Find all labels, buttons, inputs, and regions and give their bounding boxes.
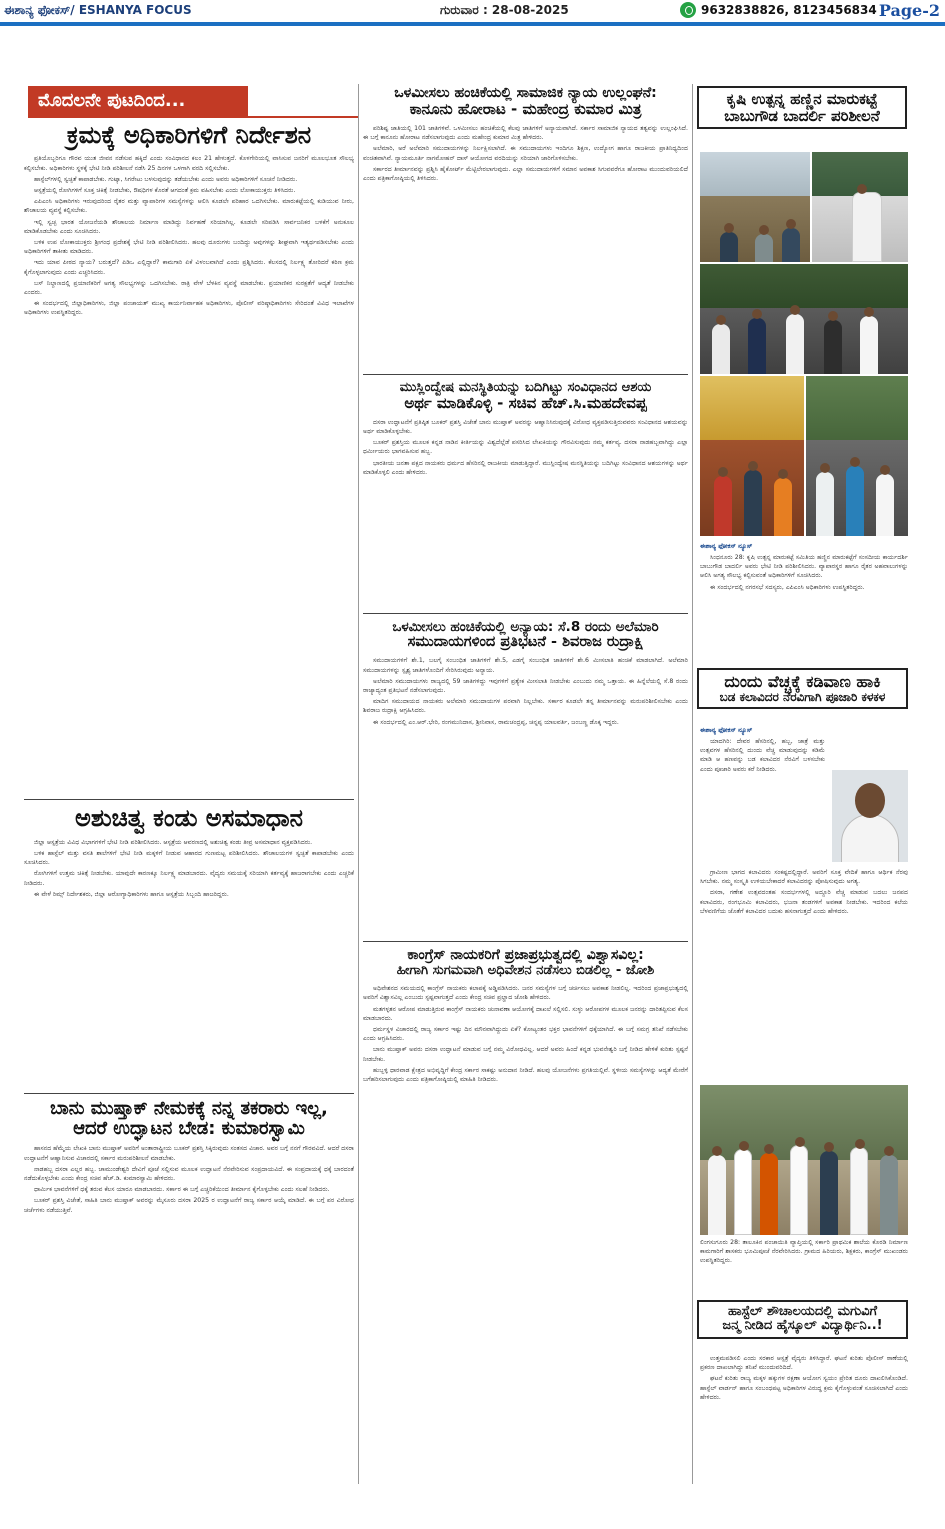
person-figure [846,466,864,536]
paragraph: ಸರ್ಕಾರದ ತೀರ್ಮಾನವನ್ನು ಪ್ರಶ್ನಿಸಿ ಹೈಕೋರ್ಟ್ ಮೆಟ್ಟಿಲೇರಲಾಗುವುದು. ಎಲ್ಲಾ ಸಮುದಾಯಗಳಿಗೆ ಸಮಾನ ಅವಕಾಶ ಸಿಗುವವರೆಗೂ ಹೋರಾಟ ಮುಂದುವರಿಯಲಿದೆ ಎಂದು ಪತ್ರಿಕಾಗೋಷ್ಠಿಯಲ್ಲಿ ತಿಳಿಸಿದರು. [363,165,688,182]
paragraph: ಬೂಕರ್ ಪ್ರಶಸ್ತಿ ವಿಜೇತೆ, ಸಾಹಿತಿ ಬಾನು ಮುಷ್ತಾಕ್ ಅವರನ್ನು ಮೈಸೂರು ದಸರಾ 2025 ರ ಉದ್ಘಾಟನೆಗೆ ರಾಜ್ಯ ಸರ್ಕಾರ ಆಯ್ಕೆ ಮಾಡಿದೆ. ಈ ಬಗ್ಗೆ ಪರ ವಿರೋಧ ಚರ್ಚೆಗಳು ನಡೆಯುತ್ತಿವೆ. [24,1197,354,1214]
contact-phone [680,2,877,18]
article-headline-mahadevappa [363,381,688,412]
news-credit: ಈಶಾನ್ಯ ಫೋಕಸ್ ನ್ಯೂಸ್ [700,542,753,550]
headline-line: ಹಾಸ್ಟೆಲ್ ಶೌಚಾಲಯದಲ್ಲಿ ಮಗುವಿಗೆ [727,1304,878,1319]
article-body-nomadic-protest [363,656,688,936]
paragraph: ಅಲೆಮಾರಿ, ಅರೆ ಅಲೆಮಾರಿ ಸಮುದಾಯಗಳನ್ನು ನಿರ್ಲಕ್ಷಿಸಲಾಗಿದೆ. ಈ ಸಮುದಾಯಗಳು ಇಂದಿಗೂ ಶಿಕ್ಷಣ, ಉದ್ಯೋಗ ಹಾಗೂ ರಾಜಕೀಯ ಪ್ರಾತಿನಿಧ್ಯದಿಂದ ವಂಚಿತವಾಗಿವೆ. ನ್ಯಾಯಮೂರ್ತಿ ನಾಗಮೋಹನ್ ದಾಸ್ ಆಯೋಗದ ವರದಿಯನ್ನು ಸರಿಯಾಗಿ ಜಾರಿಗೊಳಿಸಬೇಕು. [363,145,688,162]
article-separator [24,1093,354,1094]
article-headline-artists [697,668,908,709]
person-figure [712,324,730,374]
article-body-market [700,553,908,665]
paragraph: ಬಳಿಕ ಉಪ ಲೋಕಾಯುಕ್ತರು ಶ್ರೀಗಂಧ ಪ್ರದೇಶಕ್ಕೆ ಭೇಟಿ ನೀಡಿ ಪರಿಶೀಲಿಸಿದರು. ಹಲವು ದೂರುಗಳು ಬಂದಿದ್ದು ಅವುಗಳನ್ನು ಶೀಘ್ರವಾಗಿ ಇತ್ಯರ್ಥಪಡಿಸಬೇಕು ಎಂದು ಅಧಿಕಾರಿಗಳಿಗೆ ತಾಕೀತು ಮಾಡಿದರು. [24,239,354,256]
person-figure [720,232,738,262]
photo-sky [806,376,908,440]
person-figure [820,1151,838,1235]
person-figure [790,1145,808,1235]
paragraph: ಎಪಿಎಂಸಿ ಅಧಿಕಾರಿಗಳು ಇರುವುದರಿಂದ ರೈತರ ಮತ್ತು ವ್ಯಾಪಾರಿಗಳ ಸಮಸ್ಯೆಗಳನ್ನು ಆಲಿಸಿ ಕೂಡಲೇ ಪರಿಹಾರ ಒದಗಿಸಬೇಕು. ಮಾರುಕಟ್ಟೆಯಲ್ಲಿ ಕುಡಿಯುವ ನೀರು, ಶೌಚಾಲಯ ವ್ಯವಸ್ಥೆ ಕಲ್ಪಿಸಬೇಕು. [24,198,354,215]
headline-line: ಕೃಷಿ ಉತ್ಪನ್ನ ಹಣ್ಣಿನ ಮಾರುಕಟ್ಟೆ [726,90,878,108]
page-number: Page-2 [878,1,940,20]
article-body-mahadevappa [363,418,688,608]
person-figure [876,474,894,536]
headline-line: ಬಾನು ಮುಷ್ತಾಕ್ ನೇಮಕಕ್ಕೆ ನನ್ನ ತಕರಾರು ಇಲ್ಲ, [50,1097,328,1119]
artists-article-text [700,724,825,857]
headline-line: ಕಾಂಗ್ರೆಸ್ ನಾಯಕರಿಗೆ ಪ್ರಜಾಪ್ರಭುತ್ವದಲ್ಲಿ ವಿಶ್ವಾಸವಿಲ್ಲ: [407,947,644,964]
article-headline-nomadic-protest [363,620,688,651]
person-figure [714,476,732,536]
whatsapp-icon [680,2,696,18]
paragraph: ಇದು ಯಾವ ಪೀಠದ ನ್ಯಾಯ? ಬರುತ್ತದೆ? ಪಿಡಿಒ ಎಲ್ಲಿದ್ದಾರೆ? ಕಾಮಗಾರಿ ಏಕೆ ವಿಳಂಬವಾಗಿದೆ ಎಂದು ಪ್ರಶ್ನಿಸಿದರು. ಕೆಲಸದಲ್ಲಿ ನಿರ್ಲಕ್ಷ್ಯ ತೋರಿದರೆ ಕಠಿಣ ಕ್ರಮ ಕೈಗೊಳ್ಳಲಾಗುವುದು ಎಂದು ಎಚ್ಚರಿಸಿದರು. [24,259,354,276]
photo-sky [700,376,804,440]
paragraph: ದಸರಾ ಉದ್ಘಾಟನೆಗೆ ಪ್ರತಿಷ್ಠಿತ ಬೂಕರ್ ಪ್ರಶಸ್ತಿ ವಿಜೇತೆ ಬಾನು ಮುಷ್ತಾಕ್ ಅವರನ್ನು ಆಹ್ವಾನಿಸಿರುವುದಕ್ಕೆ ವಿರೋಧ ವ್ಯಕ್ತಪಡಿಸುತ್ತಿರುವವರು ಸಂವಿಧಾನದ ಆಶಯವನ್ನು ಅರ್ಥ ಮಾಡಿಕೊಳ್ಳಬೇಕು. [363,418,688,435]
paragraph: ಮತಗಳ್ಳತನ ಆರೋಪ ಮಾಡುತ್ತಿರುವ ಕಾಂಗ್ರೆಸ್ ನಾಯಕರು ಚುನಾವಣಾ ಆಯೋಗಕ್ಕೆ ದಾಖಲೆ ಸಲ್ಲಿಸಲಿ. ಸುಳ್ಳು ಆರೋಪಗಳ ಮೂಲಕ ಜನರನ್ನು ದಾರಿತಪ್ಪಿಸುವ ಕೆಲಸ ಮಾಡಬಾರದು. [363,1005,688,1022]
article-body-reservation-legal [363,124,688,369]
article-headline-unhygienic: ಅಶುಚಿತ್ವ ಕಂಡು ಅಸಮಾಧಾನ [75,803,303,833]
headline-line: ಕಾನೂನು ಹೋರಾಟ - ಮಹೇಂದ್ರ ಕುಮಾರ ಮಿತ್ರ [409,100,642,119]
paragraph: ಬಾನು ಮುಷ್ತಾಕ್ ಅವರು ದಸರಾ ಉದ್ಘಾಟನೆ ಮಾಡುವ ಬಗ್ಗೆ ನಮ್ಮ ವಿರೋಧವಿಲ್ಲ. ಆದರೆ ಅವರು ಹಿಂದೆ ಕನ್ನಡ ಭುವನೇಶ್ವರಿ ಬಗ್ಗೆ ನೀಡಿದ ಹೇಳಿಕೆ ಕುರಿತು ಸ್ಪಷ್ಟನೆ ನೀಡಬೇಕು. [363,1046,688,1063]
column-divider [692,84,693,1484]
headline-line: ಒಳಮೀಸಲು ಹಂಚಿಕೆಯಲ್ಲಿ ಅನ್ಯಾಯ: ಸೆ.8 ರಂದು ಅಲೆಮಾರಿ [392,618,659,635]
article-headline-reservation-legal [363,86,688,118]
headline-box [697,1300,908,1339]
article-separator [363,941,688,942]
headline-line: ಬಡ ಕಲಾವಿದರ ನೆರವಿಗಾಗಿ ಪೂಜಾರಿ ಕಳಕಳ [719,689,886,704]
paragraph: ಹಾಸನದ ಹೆಮ್ಮೆಯ ಲೇಖಕಿ ಬಾನು ಮುಷ್ತಾಕ್ ಅವರಿಗೆ ಅಂತಾರಾಷ್ಟ್ರೀಯ ಬೂಕರ್ ಪ್ರಶಸ್ತಿ ಸಿಕ್ಕಿರುವುದು ಸಂತಸದ ವಿಚಾರ. ಅವರ ಬಗ್ಗೆ ನನಗೆ ಗೌರವವಿದೆ. ಆದರೆ ದಸರಾ ಉದ್ಘಾಟನೆಗೆ ಆಹ್ವಾನಿಸುವ ವಿಚಾರದಲ್ಲಿ ಸರ್ಕಾರ ಮರುಪರಿಶೀಲನೆ ಮಾಡಬೇಕು. [24,1145,354,1162]
headline-line: ದುಂದು ವೆಚ್ಚಕ್ಕೆ ಕಡಿವಾಣ ಹಾಕಿ [724,672,881,691]
paragraph: ಹುಬ್ಬಳ್ಳಿ ಧಾರವಾಡ ಕ್ಷೇತ್ರದ ಅಭಿವೃದ್ಧಿಗೆ ಕೇಂದ್ರ ಸರ್ಕಾರ ಸಾಕಷ್ಟು ಅನುದಾನ ನೀಡಿದೆ. ಹಲವು ಯೋಜನೆಗಳು ಪ್ರಗತಿಯಲ್ಲಿವೆ. ಸ್ಥಳೀಯ ಸಮಸ್ಯೆಗಳನ್ನು ಆದ್ಯತೆ ಮೇರೆಗೆ ಬಗೆಹರಿಸಲಾಗುವುದು ಎಂದು ಪತ್ರಿಕಾಗೋಷ್ಠಿಯಲ್ಲಿ ಮಾಹಿತಿ ನೀಡಿದರು. [363,1066,688,1083]
paragraph: ಬಸ್ ನಿಲ್ದಾಣದಲ್ಲಿ ಪ್ರಯಾಣಿಕರಿಗೆ ಅಗತ್ಯ ಸೌಲಭ್ಯಗಳನ್ನು ಒದಗಿಸಬೇಕು. ರಾತ್ರಿ ವೇಳೆ ಬೆಳಕಿನ ವ್ಯವಸ್ಥೆ ಮಾಡಬೇಕು. ಪ್ರಯಾಣಿಕರ ಸುರಕ್ಷತೆಗೆ ಆದ್ಯತೆ ನೀಡಬೇಕು ಎಂದರು. [24,279,354,297]
paragraph: ಅಧಿವೇಶನದ ಸಮಯದಲ್ಲಿ ಕಾಂಗ್ರೆಸ್ ನಾಯಕರು ಕಲಾಪಕ್ಕೆ ಅಡ್ಡಿಪಡಿಸಿದರು. ಜನರ ಸಮಸ್ಯೆಗಳ ಬಗ್ಗೆ ಚರ್ಚಿಸಲು ಅವಕಾಶ ನೀಡಲಿಲ್ಲ. ಇದರಿಂದ ಪ್ರಜಾಪ್ರಭುತ್ವದಲ್ಲಿ ಅವರಿಗೆ ವಿಶ್ವಾಸವಿಲ್ಲ ಎಂಬುದು ಸ್ಪಷ್ಟವಾಗುತ್ತದೆ ಎಂದು ಕೇಂದ್ರ ಸಚಿವ ಪ್ರಲ್ಹಾದ ಜೋಶಿ ಹೇಳಿದರು. [363,985,688,1002]
bhoomi-pooja-photo [700,1085,908,1235]
paragraph: ಧಾರ್ಮಿಕ ಭಾವನೆಗಳಿಗೆ ಧಕ್ಕೆ ತರುವ ಕೆಲಸ ಯಾರೂ ಮಾಡಬಾರದು. ಸರ್ಕಾರ ಈ ಬಗ್ಗೆ ಎಚ್ಚರಿಕೆಯಿಂದ ತೀರ್ಮಾನ ಕೈಗೊಳ್ಳಬೇಕು ಎಂದು ಸಲಹೆ ನೀಡಿದರು. [34,1186,330,1194]
headline-line: ಅರ್ಥ ಮಾಡಿಕೊಳ್ಳಿ - ಸಚಿವ ಹೆಚ್.ಸಿ.ಮಹದೇವಪ್ಪ [404,394,647,413]
column-divider [358,84,359,1484]
article-headline-officials: ಕ್ರಮಕ್ಕೆ ಅಧಿಕಾರಿಗಳಿಗೆ ನಿರ್ದೇಶನ [66,120,312,149]
photo-sky [700,264,908,308]
person-figure [755,234,773,262]
article-separator [24,799,354,800]
article-body-unhygienic [24,838,354,1088]
article-headline-market [697,86,907,129]
paragraph: ಉತ್ತಮಪಡಿಸಲಿ ಎಂದು ಸರಕಾರ ಆಸ್ಪತ್ರೆ ವೈದ್ಯರು ತಿಳಿಸಿದ್ದಾರೆ. ಘಟನೆ ಕುರಿತು ಪೊಲೀಸ್ ಠಾಣೆಯಲ್ಲಿ ಪ್ರಕರಣ ದಾಖಲಾಗಿದ್ದು ತನಿಖೆ ಮುಂದುವರಿದಿದೆ. [700,1355,908,1372]
paragraph: ಘಟನೆ ಕುರಿತು ರಾಜ್ಯ ಮಕ್ಕಳ ಹಕ್ಕುಗಳ ರಕ್ಷಣಾ ಆಯೋಗ ಸ್ವಯಂ ಪ್ರೇರಿತ ದೂರು ದಾಖಲಿಸಿಕೊಂಡಿದೆ. ಹಾಸ್ಟೆಲ್ ವಾರ್ಡನ್ ಹಾಗೂ ಸಂಬಂಧಪಟ್ಟ ಅಧಿಕಾರಿಗಳ ವಿರುದ್ಧ ಕ್ರಮ ಕೈಗೊಳ್ಳುವಂತೆ ಸೂಚಿಸಲಾಗಿದೆ ಎಂದು ಹೇಳಿದರು. [700,1375,908,1401]
person-figure [786,314,804,374]
person-figure [774,478,792,536]
article-body-officials [24,154,354,794]
headline-line: ಆದರೆ ಉದ್ಘಾಟನ ಬೇಡ: ಕುಮಾರಸ್ವಾಮಿ [73,1117,305,1139]
person-figure [708,1155,726,1235]
paragraph: ಭಾರತೀಯ ಜನತಾ ಪಕ್ಷದ ನಾಯಕರು ಧರ್ಮದ ಹೆಸರಿನಲ್ಲಿ ರಾಜಕೀಯ ಮಾಡುತ್ತಿದ್ದಾರೆ. ಮುಸ್ಲಿಂದ್ವೇಷ ಮನಸ್ಥಿತಿಯನ್ನು ಬದಿಗಿಟ್ಟು ಸಂವಿಧಾನದ ಆಶಯಗಳನ್ನು ಅರ್ಥ ಮಾಡಿಕೊಳ್ಳಲಿ ಎಂದು ಹೇಳಿದರು. [363,459,688,476]
pujari-portrait-photo [832,770,908,862]
article-body-kumaraswamy [24,1144,354,1434]
paragraph: ಅಲೆಮಾರಿ ಸಮುದಾಯಗಳು ರಾಜ್ಯದಲ್ಲಿ 59 ಜಾತಿಗಳಿದ್ದು ಇವುಗಳಿಗೆ ಪ್ರತ್ಯೇಕ ಮೀಸಲಾತಿ ನೀಡಬೇಕು ಎಂಬುದು ನಮ್ಮ ಒತ್ತಾಯ. ಈ ಹಿನ್ನೆಲೆಯಲ್ಲಿ ಸೆ.8 ರಂದು ರಾಜ್ಯಾದ್ಯಂತ ಪ್ರತಿಭಟನೆ ನಡೆಸಲಾಗುವುದು. [363,677,688,695]
paragraph: ಈ ಸಂದರ್ಭದಲ್ಲಿ ನಗರಸಭೆ ಸದಸ್ಯರು, ಎಪಿಎಂಸಿ ಅಧಿಕಾರಿಗಳು ಉಪಸ್ಥಿತರಿದ್ದರು. [710,583,865,591]
continued-section-banner: ಮೊದಲನೇ ಪುಟದಿಂದ... [28,86,248,116]
market-photo-4 [700,376,804,536]
article-body-artists-intro [700,737,825,857]
right-column [697,86,907,133]
headline-line: ಒಳಮೀಸಲು ಹಂಚಿಕೆಯಲ್ಲಿ ಸಾಮಾಜಿಕ ನ್ಯಾಯ ಉಲ್ಲಂಘನೆ: [394,85,657,101]
paragraph: ಬೂಕರ್ ಪ್ರಶಸ್ತಿಯ ಮೂಲಕ ಕನ್ನಡ ನಾಡಿನ ಕೀರ್ತಿಯನ್ನು ವಿಶ್ವದೆಲ್ಲೆಡೆ ಪಸರಿಸಿದ ಲೇಖಕಿಯನ್ನು ಗೌರವಿಸುವುದು ನಮ್ಮ ಕರ್ತವ್ಯ. ದಸರಾ ನಾಡಹಬ್ಬವಾಗಿದ್ದು ಎಲ್ಲಾ ಧರ್ಮೀಯರು ಭಾಗವಹಿಸುವ ಹಬ್ಬ. [363,439,688,456]
article-body-artists [700,868,908,1078]
person-figure [760,1153,778,1235]
market-article-text [700,540,908,665]
article-separator [363,374,688,375]
paragraph: ಈ ವೇಳೆ ರಿಮ್ಸ್ ನಿರ್ದೇಶಕರು, ಜಿಲ್ಲಾ ಆರೋಗ್ಯಾಧಿಕಾರಿಗಳು ಹಾಗೂ ಆಸ್ಪತ್ರೆಯ ಸಿಬ್ಬಂದಿ ಹಾಜರಿದ್ದರು. [34,890,229,898]
person-figure [860,316,878,374]
paragraph: ಸಮುದಾಯಗಳಿಗೆ ಶೇ.1, ಬಲಗೈ ಸಂಬಂಧಿತ ಜಾತಿಗಳಿಗೆ ಶೇ.5, ಎಡಗೈ ಸಂಬಂಧಿತ ಜಾತಿಗಳಿಗೆ ಶೇ.6 ಮೀಸಲಾತಿ ಹಂಚಿಕೆ ಮಾಡಲಾಗಿದೆ. ಅಲೆಮಾರಿ ಸಮುದಾಯಗಳನ್ನು ಸ್ಪೃಶ್ಯ ಜಾತಿಗಳೊಂದಿಗೆ ಸೇರಿಸಿರುವುದು ಅನ್ಯಾಯ. [363,657,688,674]
portrait-shirt [841,814,899,862]
market-photo-5 [806,376,908,536]
middle-column [363,86,688,1414]
news-credit: ಈಶಾನ್ಯ ಫೋಕಸ್ ನ್ಯೂಸ್ [700,726,753,734]
paragraph: ರೋಗಿಗಳಿಗೆ ಉತ್ತಮ ಚಿಕಿತ್ಸೆ ನೀಡಬೇಕು. ಯಾವುದೇ ಕಾರಣಕ್ಕೂ ನಿರ್ಲಕ್ಷ್ಯ ಮಾಡಬಾರದು. ವೈದ್ಯರು ಸಮಯಕ್ಕೆ ಸರಿಯಾಗಿ ಕರ್ತವ್ಯಕ್ಕೆ ಹಾಜರಾಗಬೇಕು ಎಂದು ಎಚ್ಚರಿಕೆ ನೀಡಿದರು. [24,870,354,887]
headline-box [697,668,908,709]
photo-sky [700,152,810,196]
person-figure [824,320,842,374]
left-column [24,122,354,1434]
bhoomi-pooja-caption: ಲಿಂಗಸುಗೂರು 28: ತಾಲೂಕಿನ ಪಂಚಾಯಿತಿ ವ್ಯಾಪ್ತಿಯಲ್ಲಿ ಸರ್ಕಾರಿ ಪ್ರಾಥಮಿಕ ಶಾಲೆಯ ಕೊಠಡಿ ನಿರ್ಮಾಣ ಕಾಮಗಾರಿಗೆ ಶಾಸಕರು ಭೂಮಿಪೂಜೆ ನೆರವೇರಿಸಿದರು. ಗ್ರಾಮದ ಹಿರಿಯರು, ಶಿಕ್ಷಕರು, ಕಾಂಗ್ರೆಸ್ ಮುಖಂಡರು ಉಪಸ್ಥಿತರಿದ್ದರು. [700,1239,908,1264]
paragraph: ಪರಿಶಿಷ್ಟ ಜಾತಿಯಲ್ಲಿ 101 ಜಾತಿಗಳಿವೆ. ಒಳಮೀಸಲು ಹಂಚಿಕೆಯಲ್ಲಿ ಕೆಲವು ಜಾತಿಗಳಿಗೆ ಅನ್ಯಾಯವಾಗಿದೆ. ಸರ್ಕಾರ ಸಾಮಾಜಿಕ ನ್ಯಾಯದ ತತ್ವವನ್ನು ಉಲ್ಲಂಘಿಸಿದೆ. ಈ ಬಗ್ಗೆ ಕಾನೂನು ಹೋರಾಟ ನಡೆಸಲಾಗುವುದು ಎಂದು ಮಹೇಂದ್ರ ಕುಮಾರ ಮಿತ್ರ ಹೇಳಿದರು. [363,124,688,142]
section-underline [28,116,358,118]
paragraph: ಈ ಸಂದರ್ಭದಲ್ಲಿ ಎಂ.ಆರ್.ಭೇರಿ, ರಂಗಮುನಿದಾಸ, ಶ್ರೀನಿವಾಸ, ರಾಮಚಂದ್ರಪ್ಪ, ಚನ್ನಪ್ಪ ಯಾಲವರ್ತಿ, ಜಂಬಣ್ಣ ಡೊಕ್ಕ ಇದ್ದರು. [373,718,619,726]
paragraph: ಹಾಸ್ಟೆಲ್‌ಗಳಲ್ಲಿ ಸ್ವಚ್ಛತೆ ಕಾಪಾಡಬೇಕು. ಗುಟ್ಕಾ, ಸಿಗರೇಟು ಬಳಸುವುದನ್ನು ತಡೆಯಬೇಕು ಎಂದು ಅವರು ಅಧಿಕಾರಿಗಳಿಗೆ ಸೂಚನೆ ನೀಡಿದರು. [34,175,298,183]
market-photo-2 [812,152,908,262]
paragraph: ಇಲ್ಲಿ ಸ್ವಚ್ಛ ಭಾರತ ಯೋಜನೆಯಡಿ ಶೌಚಾಲಯ ನಿರ್ಮಾಣ ಮಾಡಿದ್ದು ನಿರ್ವಹಣೆ ಸರಿಯಾಗಿಲ್ಲ. ಕೂಡಲೇ ಸರಿಪಡಿಸಿ ಸಾರ್ವಜನಿಕರ ಬಳಕೆಗೆ ಅನುಕೂಲ ಮಾಡಿಕೊಡಬೇಕು ಎಂದು ಸೂಚಿಸಿದರು. [24,218,354,235]
paragraph: ಧರ್ಮಸ್ಥಳ ವಿಚಾರದಲ್ಲಿ ರಾಜ್ಯ ಸರ್ಕಾರ ಇಷ್ಟು ದಿನ ಮೌನವಾಗಿದ್ದುದು ಏಕೆ? ಕೋಟ್ಯಂತರ ಭಕ್ತರ ಭಾವನೆಗಳಿಗೆ ಧಕ್ಕೆಯಾಗಿದೆ. ಈ ಬಗ್ಗೆ ಸಮಗ್ರ ತನಿಖೆ ನಡೆಸಬೇಕು ಎಂದು ಆಗ್ರಹಿಸಿದರು. [363,1025,688,1043]
paragraph: ಪ್ರತಿಯೊಬ್ಬರಿಗೂ ಗೌರವ ಯುತ ಜೀವನ ನಡೆಸುವ ಹಕ್ಕಿದೆ ಎಂದು ಸಂವಿಧಾನದ ಕಲಂ 21 ಹೇಳುತ್ತದೆ. ಕೊಳಗೇರಿಯಲ್ಲಿ ವಾಸಿಸುವ ಜನರಿಗೆ ಮೂಲಭೂತ ಸೌಲಭ್ಯ ಕಲ್ಪಿಸಬೇಕು. ಅಧಿಕಾರಿಗಳು ಸ್ಥಳಕ್ಕೆ ಭೇಟಿ ನೀಡಿ ಪರಿಶೀಲನೆ ನಡೆಸಿ 25 ದಿನಗಳ ಒಳಗಾಗಿ ವರದಿ ಸಲ್ಲಿಸಬೇಕು. [24,155,354,172]
article-separator [363,613,688,614]
paragraph: ದಸರಾ, ಗಣೇಶ ಉತ್ಸವದಂತಹ ಸಂದರ್ಭಗಳಲ್ಲಿ ಅದ್ದೂರಿ ವೆಚ್ಚ ಮಾಡುವ ಬದಲು ಜನಪದ ಕಲಾವಿದರು, ರಂಗಭೂಮಿ ಕಲಾವಿದರು, ಭಜನಾ ತಂಡಗಳಿಗೆ ಅವಕಾಶ ನೀಡಬೇಕು. ಇದರಿಂದ ಕಲೆಯ ಬೆಳವಣಿಗೆಯ ಜೊತೆಗೆ ಕಲಾವಿದರ ಬದುಕು ಹಸನಾಗುತ್ತದೆ ಎಂದು ಹೇಳಿದರು. [700,889,908,915]
issue-date: ಗುರುವಾರ : 28-08-2025 [440,3,569,17]
headline-line: ಜನ್ಮ ನೀಡಿದ ಹೈಸ್ಕೂಲ್ ವಿದ್ಯಾರ್ಥಿನಿ..! [722,1318,883,1334]
paragraph: ಗ್ರಾಮೀಣ ಭಾಗದ ಕಲಾವಿದರು ಸಂಕಷ್ಟದಲ್ಲಿದ್ದಾರೆ. ಅವರಿಗೆ ಸೂಕ್ತ ವೇದಿಕೆ ಹಾಗೂ ಆರ್ಥಿಕ ನೆರವು ಸಿಗಬೇಕು. ನಮ್ಮ ಸಂಸ್ಕೃತಿ ಉಳಿಯಬೇಕಾದರೆ ಕಲಾವಿದರನ್ನು ಪೋಷಿಸುವುದು ಅಗತ್ಯ. [700,869,908,886]
paragraph: ಯಾದಗಿರಿ: ದೇವರ ಹೆಸರಿನಲ್ಲಿ, ಹಬ್ಬ, ಜಾತ್ರೆ ಮತ್ತು ಉತ್ಸವಗಳ ಹೆಸರಿನಲ್ಲಿ ದುಂದು ವೆಚ್ಚ ಮಾಡುವುದನ್ನು ಕಡಿಮೆ ಮಾಡಿ ಆ ಹಣವನ್ನು ಬಡ ಕಲಾವಿದರ ನೆರವಿಗೆ ಬಳಸಬೇಕು ಎಂದು ಪೂಜಾರಿ ಅವರು ಕರೆ ನೀಡಿದರು. [700,738,825,773]
person-figure [816,472,834,536]
paragraph: ನಾಡಹಬ್ಬ ದಸರಾ ಎಲ್ಲರ ಹಬ್ಬ. ಚಾಮುಂಡೇಶ್ವರಿ ದೇವಿಗೆ ಪೂಜೆ ಸಲ್ಲಿಸುವ ಮೂಲಕ ಉದ್ಘಾಟನೆ ನೆರವೇರಿಸುವ ಸಂಪ್ರದಾಯವಿದೆ. ಈ ಸಂಪ್ರದಾಯಕ್ಕೆ ಧಕ್ಕೆ ಬಾರದಂತೆ ನಡೆದುಕೊಳ್ಳಬೇಕು ಎಂದು ಕೇಂದ್ರ ಸಚಿವ ಹೆಚ್.ಡಿ. ಕುಮಾರಸ್ವಾಮಿ ಹೇಳಿದರು. [24,1165,354,1182]
paragraph: ಬಳಿಕ ಹಾಸ್ಟೆಲ್ ಮತ್ತು ವಸತಿ ಶಾಲೆಗಳಿಗೆ ಭೇಟಿ ನೀಡಿ ಮಕ್ಕಳಿಗೆ ನೀಡುವ ಆಹಾರದ ಗುಣಮಟ್ಟ ಪರಿಶೀಲಿಸಿದರು. ಶೌಚಾಲಯಗಳ ಸ್ವಚ್ಛತೆ ಕಾಪಾಡಬೇಕು ಎಂದು ಸೂಚಿಸಿದರು. [24,849,354,867]
article-body-hostel [700,1354,908,1474]
person-figure [880,1155,898,1235]
person-figure [734,1149,752,1235]
person-figure [748,318,766,374]
article-headline-kumaraswamy [44,1099,334,1139]
headline-line: ಬಾಬುಗೌಡ ಬಾದರ್ಲಿ ಪರಿಶೀಲನೆ [724,106,880,125]
article-headline-joshi [363,948,688,978]
portrait-head [855,783,885,818]
paragraph: ಮಾದಿಗ ಸಮುದಾಯದ ನಾಯಕರು ಅಲೆಮಾರಿ ಸಮುದಾಯಗಳ ಪರವಾಗಿ ನಿಲ್ಲಬೇಕು. ಸರ್ಕಾರ ಕೂಡಲೇ ತನ್ನ ತೀರ್ಮಾನವನ್ನು ಮರುಪರಿಶೀಲಿಸಬೇಕು ಎಂದು ಶಿವರಾಜ ರುದ್ರಾಕ್ಷಿ ಆಗ್ರಹಿಸಿದರು. [363,698,688,715]
paragraph: ಈ ಸಂದರ್ಭದಲ್ಲಿ ಜಿಲ್ಲಾಧಿಕಾರಿಗಳು, ಜಿಲ್ಲಾ ಪಂಚಾಯತ್ ಮುಖ್ಯ ಕಾರ್ಯನಿರ್ವಾಹಕ ಅಧಿಕಾರಿಗಳು, ಪೊಲೀಸ್ ವರಿಷ್ಠಾಧಿಕಾರಿಗಳು ಸೇರಿದಂತೆ ವಿವಿಧ ಇಲಾಖೆಗಳ ಅಧಿಕಾರಿಗಳು ಉಪಸ್ಥಿತರಿದ್ದರು. [24,300,354,317]
header-rule [0,22,945,26]
person-figure [744,470,762,536]
person-figure [782,228,800,262]
person-figure [852,192,882,262]
headline-line: ಮುಸ್ಲಿಂದ್ವೇಷ ಮನಸ್ಥಿತಿಯನ್ನು ಬದಿಗಿಟ್ಟು ಸಂವಿಧಾನದ ಆಶಯ [399,379,652,395]
person-figure [850,1147,868,1235]
phone-numbers: 9632838826, 8123456834 [701,3,877,17]
newspaper-brand: ಈಶಾನ್ಯ ಫೋಕಸ್/ ESHANYA FOCUS [4,3,192,17]
market-photo-3 [700,264,908,374]
paragraph: ಸಿಂಧನೂರು 28: ಕೃಷಿ ಉತ್ಪನ್ನ ಮಾರುಕಟ್ಟೆ ಸಮಿತಿಯ ಹಣ್ಣಿನ ಮಾರುಕಟ್ಟೆಗೆ ಸಂಸದೀಯ ಕಾರ್ಯದರ್ಶಿ ಬಾಬುಗೌಡ ಬಾದರ್ಲಿ ಅವರು ಭೇಟಿ ನೀಡಿ ಪರಿಶೀಲಿಸಿದರು. ವ್ಯಾಪಾರಸ್ಥರ ಹಾಗೂ ರೈತರ ಅಹವಾಲುಗಳನ್ನು ಆಲಿಸಿ ಅಗತ್ಯ ಸೌಲಭ್ಯ ಕಲ್ಪಿಸುವಂತೆ ಅಧಿಕಾರಿಗಳಿಗೆ ಸೂಚಿಸಿದರು. [700,554,908,580]
article-headline-hostel [697,1300,908,1339]
paragraph: ಆಸ್ಪತ್ರೆಯಲ್ಲಿ ರೋಗಿಗಳಿಗೆ ಸೂಕ್ತ ಚಿಕಿತ್ಸೆ ನೀಡಬೇಕು, ಔಷಧಿಗಳ ಕೊರತೆ ಆಗದಂತೆ ಕ್ರಮ ವಹಿಸಬೇಕು ಎಂದು ಲೋಕಾಯುಕ್ತರು ತಿಳಿಸಿದರು. [34,187,296,194]
paragraph: ಜಿಲ್ಲಾ ಆಸ್ಪತ್ರೆಯ ವಿವಿಧ ವಿಭಾಗಗಳಿಗೆ ಭೇಟಿ ನೀಡಿ ಪರಿಶೀಲಿಸಿದರು. ಆಸ್ಪತ್ರೆಯ ಆವರಣದಲ್ಲಿ ಅಶುಚಿತ್ವ ಕಂಡು ತೀವ್ರ ಅಸಮಾಧಾನ ವ್ಯಕ್ತಪಡಿಸಿದರು. [34,838,313,846]
article-body-joshi [363,984,688,1414]
headline-line: ಸಮುದಾಯಗಳಿಂದ ಪ್ರತಿಭಟನೆ - ಶಿವರಾಜ ರುದ್ರಾಕ್ಷಿ [407,633,644,650]
headline-line: ಹೀಗಾಗಿ ಸುಗಮವಾಗಿ ಅಧಿವೇಶನ ನಡೆಸಲು ಬಿಡಲಿಲ್ಲ - ಜೋಶಿ [396,962,655,978]
market-photo-1 [700,152,810,262]
